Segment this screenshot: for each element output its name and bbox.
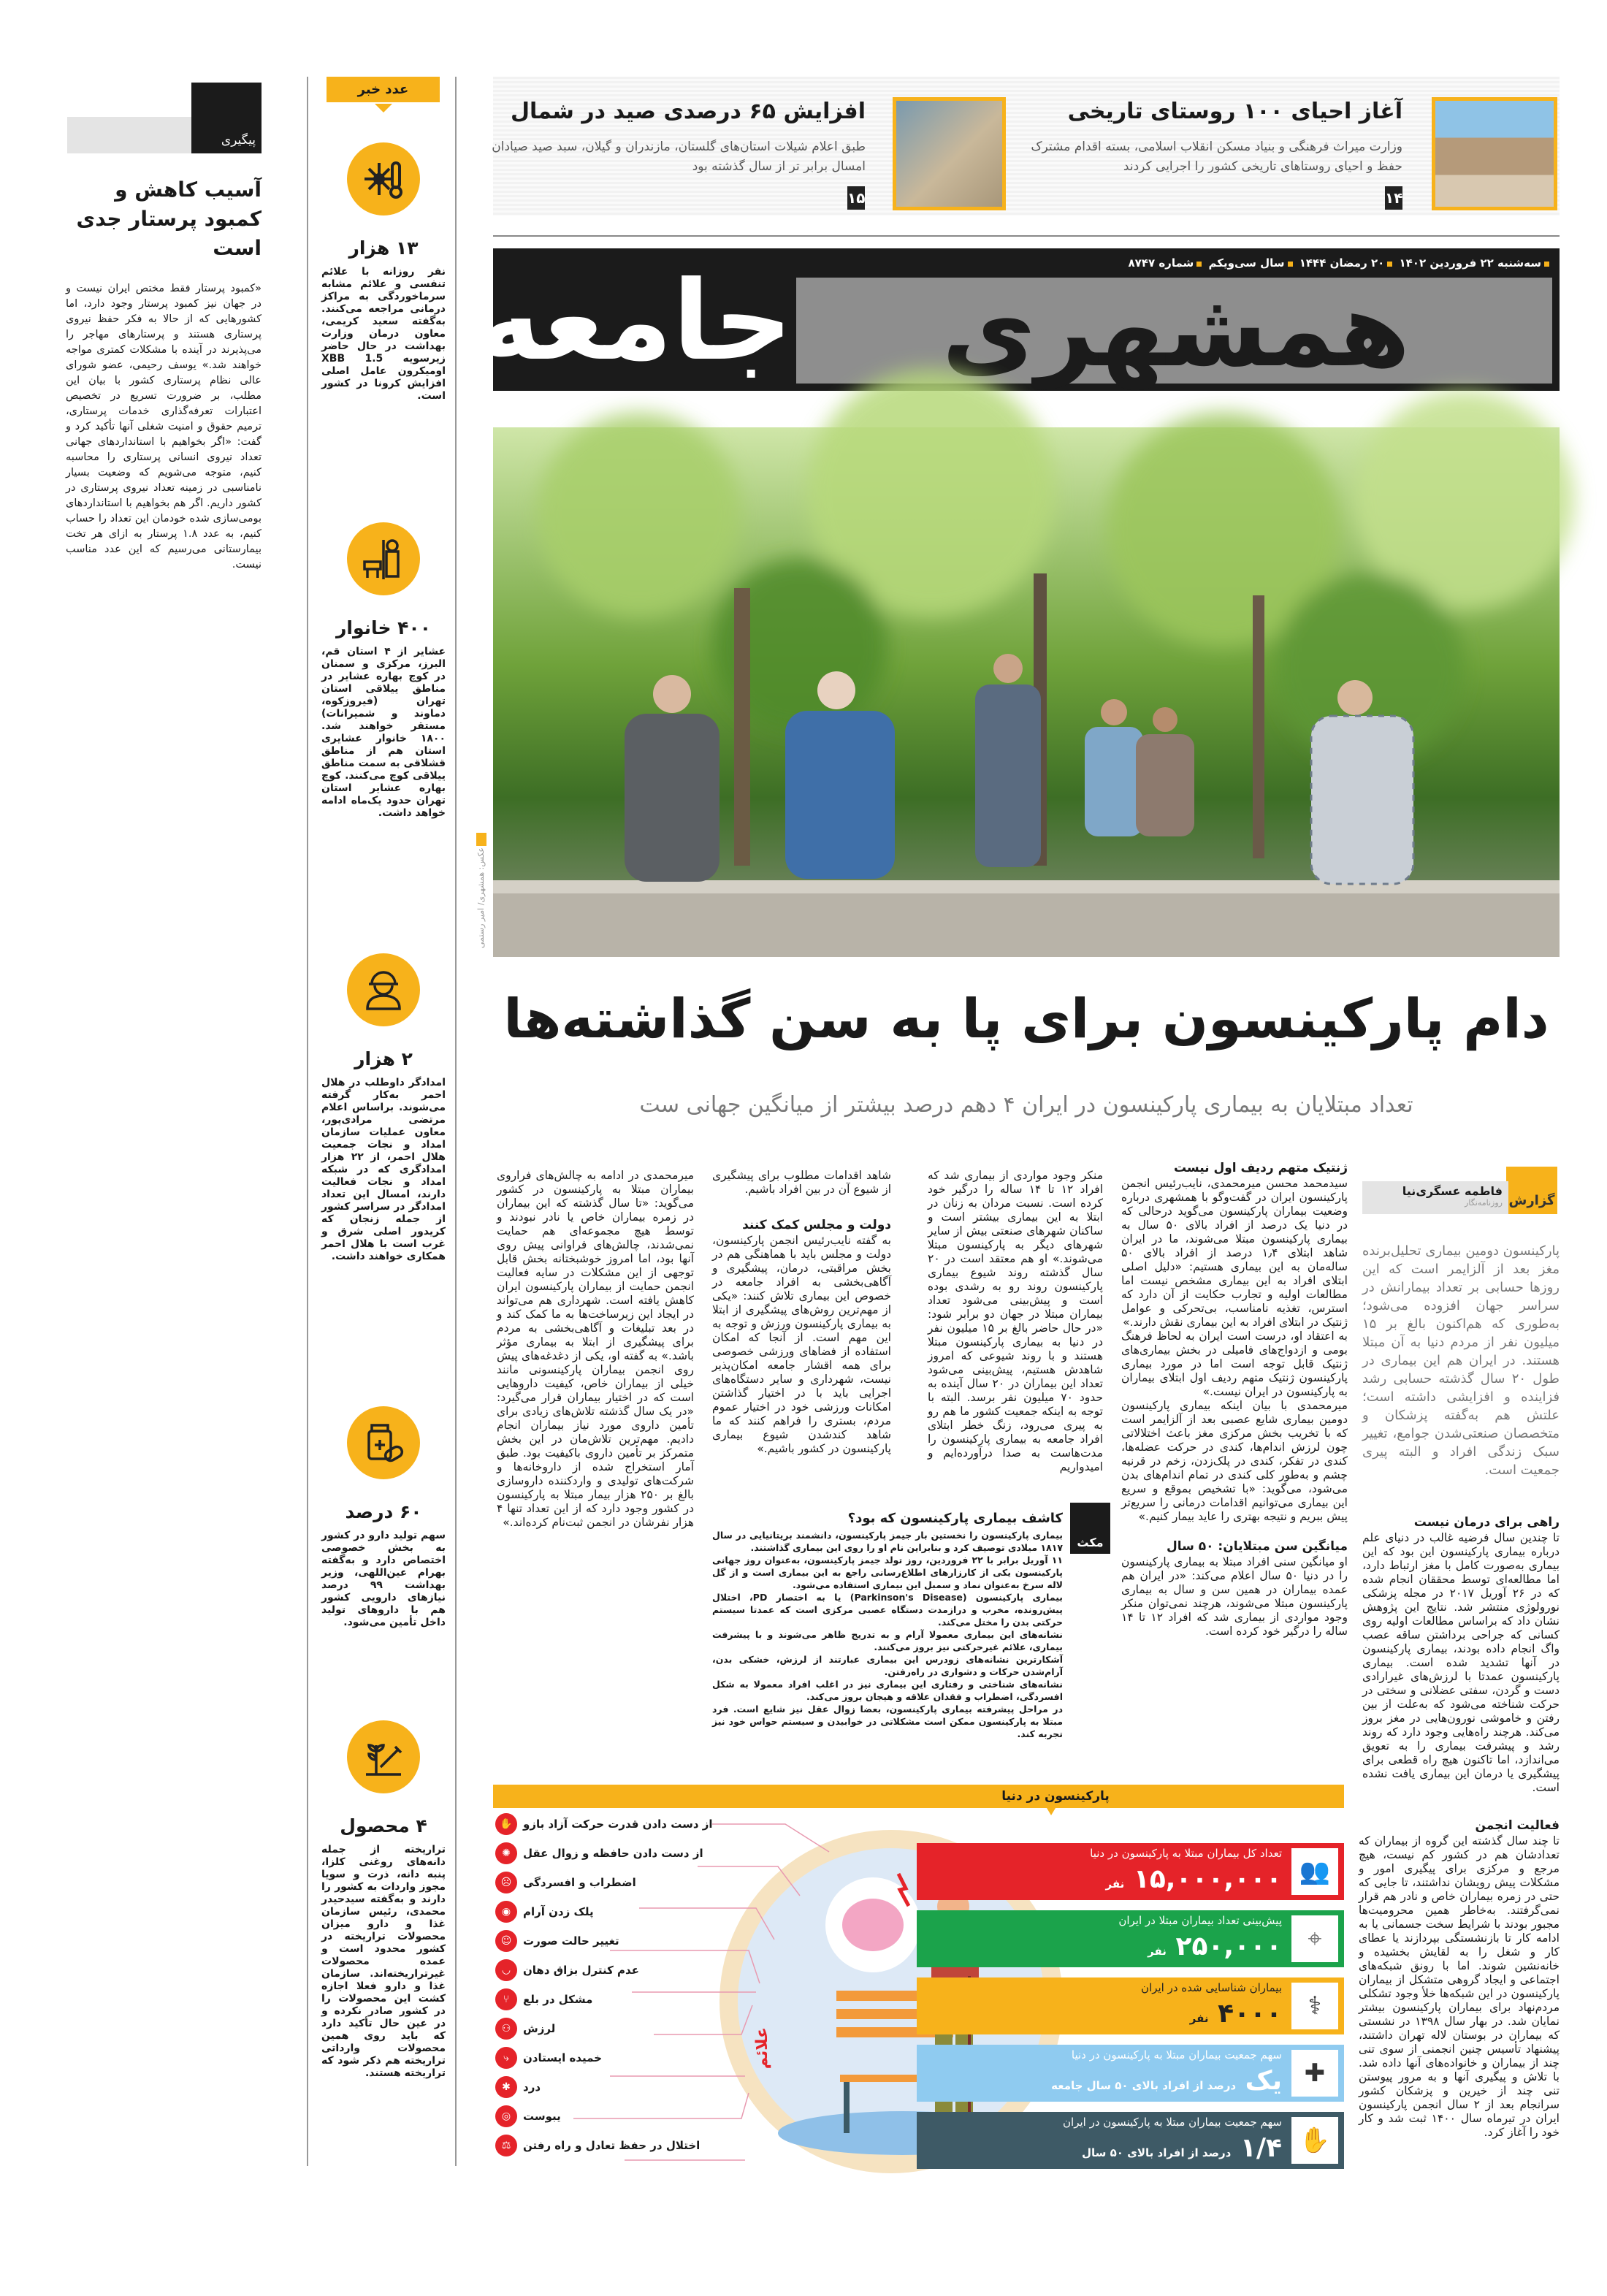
symptom-label: اختلال در حفظ تعادل و راه رفتن bbox=[523, 2139, 701, 2152]
number-value: ۴ محصول bbox=[340, 1815, 427, 1837]
pain-icon: ✱ bbox=[495, 2076, 517, 2098]
teaser-image-villages[interactable] bbox=[1432, 97, 1557, 210]
symptom-label: خمیده ایستادن bbox=[523, 2051, 603, 2064]
stat-card-iran-identified bbox=[917, 1977, 1344, 2034]
newspaper-logo: همشهری bbox=[942, 271, 1411, 390]
news-numbers-tag: عدد خبر bbox=[327, 77, 440, 102]
volume-year: سال سی‌ویکم bbox=[1208, 256, 1285, 270]
symptom-label: پلک زدن آرام bbox=[523, 1905, 594, 1918]
number-item bbox=[321, 953, 446, 1263]
followup-title[interactable]: آسیب کاهش و کمبود پرستار جدی است bbox=[76, 178, 262, 260]
teaser-title[interactable]: آغاز احیای ۱۰۰ روستای تاریخی bbox=[1067, 99, 1402, 124]
article-column-4 bbox=[712, 1169, 891, 1498]
brain-icon: ✺ bbox=[495, 1842, 517, 1864]
stat-card-iran-forecast bbox=[917, 1910, 1344, 1967]
stat-label: پیش‌بینی تعداد بیماران مبتلا در ایران bbox=[1118, 1914, 1282, 1927]
symptom-item bbox=[495, 2135, 700, 2156]
teaser-body: طبق اعلام شیلات استان‌های گلستان، مازندران و گیلان، سبد صید صیادان امسال برابر تر از سال گذشته بود bbox=[492, 140, 866, 174]
masthead bbox=[476, 248, 1560, 391]
paragraph: میرمحمدی در ادامه به چالش‌های فراروی بیماران مبتلا به پارکینسون در کشور می‌گوید: «تا سال گذشته که این بیماران در زمره بیماران خاص یا نادر نبودند و توسط هیچ مجموعه‌ای هم حمایت نمی‌شدند، چالش‌های فراوانی پیش روی آنها بود، اما امروز خوشبختانه بخش قابل توجهی از این مشکلات در سایه فعالیت انجمن حمایت از بیماران پارکینسون ایران کاهش یافته است. شهرداری هم می‌تواند در ایجاد این زیرساخت‌ها به ما کمک کند و در بعد تبلیغات و آگاهی‌بخشی به مردم برای پیشگیری از ابتلا به بیماری مؤثر باشد.» به گفته او، یکی از دغدغه‌های پیش روی انجمن بیماران پارکینسونی مانند خیلی از بیماران خاص، کیفیت داروهایی است که در اختیار بیماران قرار می‌گیرد: «در یک سال گذشته تلاش‌های زیادی برای تأمین داروی مورد نیاز بیماران انجام دادیم. مهم‌ترین تلاش‌مان در این بخش متمرکز بر تأمین داروی باکیفیت بود. طبق آمار استخراج شده از داروخانه‌ها و شرکت‌های تولیدی و واردکننده داروسازی بالغ بر ۲۵۰ هزار بیمار مبتلا به پارکینسون در کشور وجود دارد که از این تعداد تنها ۴ هزار نفرشان در انجمن ثبت‌نام کرده‌اند.» bbox=[497, 1169, 694, 1529]
gmo-plant-syringe-icon bbox=[347, 1720, 420, 1793]
doctor-icon: ⚕ bbox=[1291, 1983, 1338, 2029]
main-photo-park-elderly[interactable] bbox=[493, 427, 1560, 957]
anxiety-icon: ☹ bbox=[495, 1872, 517, 1893]
article-column-2 bbox=[1121, 1162, 1348, 1764]
number-value: ۴۰۰ خانوار bbox=[336, 617, 431, 638]
byline bbox=[1362, 1181, 1508, 1214]
box-paragraph: آشکارترین نشانه‌های زودرس این بیماری عبارتند از لرزش، خشکی بدن، آرام‌شدن حرکات و دشواری در راه‌رفتن. bbox=[712, 1654, 1063, 1677]
patient-plus-icon: ✚ bbox=[1291, 2050, 1338, 2097]
arm-icon: ✋ bbox=[495, 1813, 517, 1835]
symptoms-label: علائم bbox=[753, 2027, 771, 2070]
teaser-body: وزارت میراث فرهنگی و بنیاد مسکن انقلاب اسلامی، بسته اقدام مشترک حفظ و احیای روستاهای تاریخی کشور را اجرایی کردند bbox=[1031, 140, 1402, 174]
paragraph: به گفته نایب‌رئیس انجمن پارکینسون، دولت و مجلس باید با هماهنگی هم در بخش مراقبتی، درمان، پیشگیری و آگاهی‌بخشی به افراد جامعه در خصوص این بیماری تلاش کنند: «یکی از مهم‌ترین روش‌های پیشگیری از ابتلا به بیماری پارکینسون ورزش و توجه به این مهم است. از آنجا که امکان استفاده از فضاهای ورزشی خصوصی برای همه اقشار جامعه امکان‌پذیر نیست، شهرداری و سایر دستگاه‌های اجرایی باید با در اختیار گذاشتن امکانات ورزشی خود در اختیار عموم مردم، بستری را فراهم کنند که ما شاهد کندشدن شیوع بیماری پارکینسون در کشور باشیم.» bbox=[712, 1234, 891, 1455]
face-icon: ☺ bbox=[495, 1930, 517, 1952]
people-group-icon: 👥 bbox=[1291, 1848, 1338, 1895]
number-item bbox=[321, 1406, 446, 1629]
stat-value: یک درصد از افراد بالای ۵۰ سال جامعه bbox=[1051, 2066, 1282, 2096]
symptom-item bbox=[495, 1959, 639, 1981]
author-role: روزنامه‌نگار bbox=[1465, 1198, 1503, 1208]
paragraph: منکر وجود مواردی از بیماری شد که افراد ۱۲ تا ۱۴ ساله را درگیر خود کرده است. نسبت مردان به زنان در ابتلا به این بیماری بیشتر است و ساکنان شهرهای صنعتی بیش از سایر شهرهای دیگر به پارکینسون مبتلا می‌شوند.» او هم معتقد است در ۲۰ سال گذشته روند شیوع بیماری پارکینسون روند رو به رشدی بوده است و پیش‌بینی می‌شود تعداد بیماران مبتلا در جهان دو برابر شود: «در حال حاضر بالغ بر ۱۵ میلیون نفر در دنیا به بیماری پارکینسون مبتلا هستند و با روند شیوعی که امروز شاهدش هستیم، پیش‌بینی می‌شود تعداد این بیماران در ۲۰ سال آینده به حدود ۷۰ میلیون نفر برسد. البته با توجه به اینکه جمعیت کشور ما هم رو به پیری می‌رود، زنگ خطر ابتلای افراد جامعه به بیماری پارکینسون را مدت‌هاست به صدا درآورده‌ایم و امیدواریم bbox=[928, 1169, 1104, 1473]
author-name: فاطمه عسگری‌نیا bbox=[1402, 1184, 1503, 1198]
section-title: جامعه bbox=[476, 258, 793, 385]
symptom-item bbox=[495, 1872, 636, 1893]
stat-label: سهم جمعیت بیماران مبتلا به پارکینسون در ایران bbox=[1063, 2116, 1282, 2129]
cutlery-icon: ⑂ bbox=[495, 1988, 517, 2010]
paragraph: شاهد اقدامات مطلوب برای پیشگیری از شیوع آن در بین افراد باشیم. bbox=[712, 1169, 891, 1196]
balance-icon: ⚖ bbox=[495, 2135, 517, 2156]
symptom-item bbox=[495, 2018, 555, 2040]
symptom-item bbox=[495, 1930, 619, 1952]
symptom-label: عدم کنترل بزاق دهان bbox=[523, 1964, 639, 1977]
stat-card-world-share bbox=[917, 2045, 1344, 2102]
stooped-posture-icon: ⤷ bbox=[495, 2047, 517, 2069]
box-paragraph: بیماری پارکینسون را نخستین بار جیمز پارکینسون، دانشمند بریتانیایی در سال ۱۸۱۷ میلادی توصیف کرد و بنابراین نام او را روی این بیماری گذاشتند. bbox=[712, 1530, 1063, 1553]
symptom-label: لرزش bbox=[523, 2022, 556, 2035]
symptom-item bbox=[495, 1842, 703, 1864]
paragraph: او میانگین سنی افراد مبتلا به بیماری پارکینسون را در دنیا ۵۰ سال اعلام می‌کند: «در ایران هم عمده بیماران در همین سن و سال به بیماری پارکینسون مبتلا می‌شوند، هرچند نمی‌توان منکر وجود مواردی از بیماری شد که افراد ۱۲ تا ۱۴ ساله را درگیر خود کرده است. bbox=[1121, 1555, 1348, 1638]
sub-headline: تعداد مبتلایان به بیماری پارکینسون در ایران ۴ دهم درصد بیشتر از میانگین جهانی ست bbox=[639, 1092, 1413, 1118]
stat-value: ۱۵,۰۰۰,۰۰۰ نفر bbox=[1105, 1864, 1282, 1894]
symptom-item bbox=[495, 1813, 713, 1835]
stat-value: ۲۵۰,۰۰۰ نفر bbox=[1148, 1931, 1282, 1961]
box-paragraph: بیماری پارکینسون (Parkinson's Disease) یا به اختصار PD، اختلال پیش‌رونده، مخرب و درازمدت دستگاه عصبی مرکزی است که عمدتا سیستم حرکتی بدن را مختل می‌کند. bbox=[712, 1592, 1063, 1628]
symptom-item bbox=[495, 2105, 561, 2127]
followup-tag-background bbox=[67, 117, 191, 153]
paragraph: تا چند سال گذشته این گروه از بیماران که تعدادشان هم در کشور کم نیست، هیچ مرجع و مرکزی برای پیگیری امور و مشکلات پیش رویشان نداشتند، تا جایی که حتی در زمره بیماران خاص و نادر هم قرار نمی‌گرفتند. به‌خاطر همین محرومیت‌ها مجبور بودند با شرایط سخت جسمانی یا به ادامه کار تا بازنشستگی بپردازند یا عطای کار و شغل را به لقایش بخشیده و خانه‌نشین شوند. اما با رونق شبکه‌های اجتماعی و ایجاد گروهی متشکل از بیماران پارکینسون در این شبکه‌ها خلأ وجود تشکلی مردم‌نهاد برای بیماران پارکینسون بیشتر نمایان شد. در بهار سال ۱۳۹۸ در نشستی که بیماران در بوستان لاله تهران داشتند، پیشنهاد تأسیس چنین انجمنی از سوی تنی چند از بیماران و خانواده‌های آنها داده شد. با تلاش و پیگیری آنها و به مرور پیوستن تنی چند از خیرین و پزشکان کشور سرانجام بعد از ۲ سال انجمن پارکینسون ایران در تیرماه سال ۱۴۰۰ ثبت شد و کار خود را آغاز کرد. bbox=[1359, 1834, 1560, 2139]
followup-body: «کمبود پرستار فقط مختص ایران نیست و در جهان نیز کمبود پرستار وجود دارد، اما کشورهایی که از حالا به فکر حفظ نیروی پرستاری هستند و پرستارهای مهاجر را می‌پذیرند در آینده با مشکلات کمتری مواجه خواهند شد.» یوسف رحیمی، عضو شورای عالی نظام پرستاری کشور با بیان این مطلب، بر ضرورت تسریع در تخصیص اعتبارات تعرفه‌گذاری خدمات پرستاری، ترمیم حقوق و امنیت شغلی آنها تأکید کرد و گفت: «اگر بخواهیم با استانداردهای جهانی تعداد نیروی انسانی پرستاری را محاسبه کنیم، متوجه می‌شویم که وضعیت بسیار نامناسبی در زمینه تعداد نیروی پرستاری در کشور داریم. اگر هم بخواهیم با استانداردهای بومی‌سازی شده خودمان این تعداد را حساب کنیم، به عدد ۱.۸ پرستار به ازای هر تخت بیمارستانی می‌رسیم که این عدد مناسب نیست. bbox=[66, 283, 262, 571]
article-column-1 bbox=[1362, 1242, 1560, 1794]
news-numbers-column bbox=[307, 77, 457, 2166]
symptom-item bbox=[495, 1901, 594, 1923]
infographic-title: پارکینسون در دنیا bbox=[1001, 1789, 1110, 1804]
number-description: امدادگر داوطلب در هلال احمر به‌کار گرفته می‌شوند. براساس اعلام مرتضی مرادی‌پور، معاون عملیات سازمان امداد و نجات جمعیت هلال احمر، از ۲۲ هزار امدادگری که در شبکه امداد و نجات فعالیت دارند، امسال این تعداد امدادگر در سراسر کشور از جمله زنجان که کریدور اصلی شرق و غرب است با هلال احمر همکاری خواهند داشت. bbox=[321, 1077, 446, 1262]
number-item bbox=[321, 1720, 446, 2080]
followup-tag: پیگیری bbox=[191, 83, 262, 153]
stat-label: بیماران شناسایی شده در ایران bbox=[1141, 1981, 1282, 1994]
paragraph: سیدمحمد محسن میرمحمدی، نایب‌رئیس انجمن پارکینسون ایران در گفت‌وگو با همشهری درباره وضعیت بیماران پارکینسون می‌گوید درحالی که در دنیا یک درصد از افراد بالای ۵۰ سال به بیماری پارکینسون مبتلا می‌شوند، ما در ایران شاهد ابتلای ۱٫۴ درصد از افراد بالای ۵۰ ساله‌مان به این بیماری هستیم: «دلیل اصلی ابتلای افراد به این بیماری مشخص نیست اما مطالعات اولیه و تجارب حکایت از آن دارد که استرس، تغذیه نامناسب، بی‌تحرکی و عوامل ژنتیک در ابتلای افراد به این بیماری نقش دارند.» bbox=[1121, 1177, 1348, 1329]
stat-label: تعداد کل بیماران مبتلا به پارکینسون در دنیا bbox=[1090, 1847, 1282, 1860]
stat-value: ۴۰۰۰ نفر bbox=[1189, 1999, 1282, 2029]
teaser-title[interactable]: افزایش ۶۵ درصدی صید در شمال bbox=[510, 99, 866, 124]
section-heading: فعالیت انجمن bbox=[1475, 1818, 1560, 1833]
article-column-1-continued bbox=[1359, 1819, 1560, 2166]
number-description: سهم تولید دارو در کشور به بخش خصوصی اختصاص دارد و به‌گفته بهرام عین‌اللهی، وزیر بهداشت ۹۹ درصد نیازهای دارویی کشور هم با داروهای تولید داخل تأمین می‌شود. bbox=[321, 1530, 446, 1628]
rescuer-helmet-icon bbox=[347, 953, 420, 1026]
article-intro: پارکینسون دومین بیماری تحلیل‌برنده مغز بعد از آلزایمر است که این روزها حسابی بر تعداد بیمارانش در سراسر جهان افزوده می‌شود؛ به‌طوری که هم‌اکنون بالغ بر ۱۵ میلیون نفر از مردم دنیا به آن مبتلا هستند. در ایران هم این بیماری در طول ۲۰ سال گذشته حسابی رشد فزاینده و افزایشی داشته است؛ علتش هم به‌گفته پزشکان و متخصصان صنعتی‌شدن جوامع، تغییر سبک زندگی افراد و البته پیری جمعیت است. bbox=[1362, 1243, 1560, 1478]
box-paragraph: نشانه‌های این بیماری معمولا آرام و به تدریج ظاهر می‌شوند و با پیشرفت بیماری، علائم غیرحرکتی نیز بروز می‌کنند. bbox=[712, 1629, 1063, 1652]
medicine-bottle-icon bbox=[347, 1406, 420, 1479]
symptom-label: از دست دادن حافظه و زوال عقل bbox=[523, 1847, 703, 1860]
box-paragraph: ۱۱ آوریل برابر با ۲۲ فروردین، روز تولد جیمز پارکینسون، به‌عنوان روز جهانی پارکینسون یکی از کارزارهای اطلاع‌رسانی راجع به این بیماری است و از گل لاله سرخ به‌عنوان نماد و سمبل این بیماری استفاده می‌شود. bbox=[712, 1555, 1063, 1590]
report-tag: گزارش bbox=[1506, 1167, 1557, 1214]
issue-date-line bbox=[1128, 256, 1552, 270]
number-value: ۶۰ درصد bbox=[345, 1501, 422, 1522]
issue-date: سه‌شنبه ۲۲ فروردین ۱۴۰۲ bbox=[1399, 256, 1541, 270]
number-value: ۱۳ هزار bbox=[348, 237, 419, 259]
issue-number: شماره ۸۷۴۷ bbox=[1128, 256, 1194, 270]
number-description: نفر روزانه با علائم تنفسی و علائم مشابه سرماخوردگی به مراکز درمانی مراجعه می‌کنند. به‌گفته سعید کریمی، معاون درمان وزارت بهداشت در حال حاضر زیرسویه XBB 1.5 اومیکرون عامل اصلی افزایش کرونا در کشور است. bbox=[321, 266, 446, 402]
stat-label: سهم جمعیت بیماران مبتلا به پارکینسون در دنیا bbox=[1071, 2048, 1282, 2062]
paragraph: به اعتقاد او، درست است ایران به لحاظ فرهنگ بومی و ازدواج‌های فامیلی در بخش بیماری‌های ژنتیک قابل توجه است اما در مورد بیماری پارکینسون ژنتیک متهم ردیف اول ابتلای بیماران به پارکینسون در ایران نیست.» bbox=[1121, 1330, 1348, 1398]
symptom-label: یبوست bbox=[523, 2110, 561, 2123]
stat-card-world-total bbox=[917, 1843, 1344, 1900]
box-title: کاشف بیماری پارکینسون که بود؟ bbox=[847, 1511, 1063, 1526]
section-heading: میانگین سن مبتلایان: ۵۰ سال bbox=[1166, 1539, 1348, 1554]
infographic-header-bar bbox=[493, 1785, 1344, 1808]
symptom-label: از دست دادن قدرت حرکت آزاد بازو bbox=[523, 1818, 713, 1831]
paragraph: تا چندین سال فرضیه غالب در دنیای علم درباره بیماری پارکینسون این بود که این بیماری به‌صورت کامل با مغز ارتباط دارد، اما مطالعه‌ای توسط محققان انجام شده که در ۲۶ آوریل ۲۰۱۷ در مجله پزشکی نورولوژی منتشر شد. نتایج این پژوهش نشان داد که براساس مطالعات اولیه روی کسانی که جراحی برداشتن ساقه عصب واگ انجام داده بودند، بیماری پارکینسون در آنها تشدید شده است. بیماری پارکینسون عمدتا با لرزش‌های غیرارادی دست و گردن، سفتی عضلانی و سختی در حرکت شناخته می‌شود که به‌علت از بین رفتن و خاموشی نورون‌هایی در مغز بروز می‌کند. هرچند راه‌هایی وجود دارد که روند رشد و پیشرفت بیماری را به تعویق می‌اندازد، اما تاکنون هیچ راه قطعی برای پیشگیری یا درمان این بیماری یافت نشده است. bbox=[1362, 1531, 1560, 1794]
section-heading: ژنتیک متهم ردیف اول نیست bbox=[1173, 1161, 1348, 1175]
number-value: ۲ هزار bbox=[354, 1048, 413, 1069]
symptom-label: تغییر حالت صورت bbox=[523, 1934, 619, 1948]
article-column-5 bbox=[497, 1169, 694, 1761]
number-description: عشایر از ۴ استان قم، البرز، مرکزی و سمنان در کوچ بهاره عشایر در مناطق ییلاقی استان تهران (فیروزکوه، دماوند و شمیرانات) مستقر خواهند شد. ۱۸۰۰ خانوار عشایری استان هم از مناطق قشلاقی به سمت مناطق ییلاقی کوچ می‌کنند. کوچ بهاره عشایر استان تهران حدود یک‌ماه ادامه خواهد داشت. bbox=[321, 646, 446, 819]
shepherd-icon bbox=[347, 522, 420, 595]
number-item bbox=[321, 142, 446, 403]
main-headline[interactable]: دام پارکینسون برای پا به سن گذاشته‌ها bbox=[503, 988, 1549, 1050]
box-tag: مکث bbox=[1070, 1503, 1110, 1554]
photo-credit: عکس: همشهری/ امیر رستمی bbox=[476, 847, 486, 948]
iran-map-icon: ⌖ bbox=[1291, 1915, 1338, 1962]
box-paragraph: در مراحل پیشرفته بیماری پارکینسون، بعضا زوال عقل نیز شایع است. فرد مبتلا به پارکینسون ممکن است مشکلاتی در خوابیدن و سیستم حواس خود نیز تجربه کند. bbox=[712, 1704, 1063, 1739]
brain-icon bbox=[842, 1899, 904, 1951]
photo-credit-marker bbox=[476, 833, 486, 846]
stat-card-iran-share bbox=[917, 2112, 1344, 2169]
symptom-item bbox=[495, 1988, 592, 2010]
page-number[interactable]: ۱۴ bbox=[1385, 186, 1402, 210]
stomach-icon: ◎ bbox=[495, 2105, 517, 2127]
number-item bbox=[321, 522, 446, 820]
symptom-label: درد bbox=[523, 2080, 541, 2094]
article-column-3 bbox=[928, 1169, 1103, 1498]
snowflake-thermometer-icon bbox=[347, 142, 420, 216]
mouth-icon: ◡ bbox=[495, 1959, 517, 1981]
page-number[interactable]: ۱۵ bbox=[847, 186, 865, 210]
hijri-date: ۲۰ رمضان ۱۴۴۴ bbox=[1299, 256, 1385, 270]
symptom-label: مشکل در بلع bbox=[523, 1993, 593, 2006]
stat-value: ۱/۴ درصد از افراد بالای ۵۰ سال bbox=[1081, 2133, 1282, 2163]
eye-icon: ◉ bbox=[495, 1901, 517, 1923]
care-hand-icon: ✋ bbox=[1291, 2117, 1338, 2164]
number-description: تراریخته از جمله دانه‌های روغنی کلزا، پنبه دانه، ذرت و سویا مجوز واردات به کشور را دارند و به‌گفته سیدحیدر محمدی، رئیس سازمان غذا و دارو میزان محصولات تراریخته در کشور محدود است و عمده محصولات غیرتراریخته‌اند. سازمان غذا و دارو فعلا اجازه کشت این محصولات را در کشور صادر نکرده و در عین حال تأکید دارد که باید روی همین محصولات وارداتی تراریخته هم ذکر شود که تراریخته هستند. bbox=[321, 1844, 446, 2079]
divider bbox=[493, 235, 1560, 237]
teaser-image-fishing[interactable] bbox=[893, 97, 1006, 210]
symptom-label: اضطراب و افسردگی bbox=[523, 1876, 636, 1889]
info-box bbox=[712, 1512, 1063, 1761]
box-paragraph: نشانه‌های شناختی و رفتاری این بیماری نیز در اغلب افراد معمولا به شکل افسردگی، اضطراب و فقدان علاقه و هیجان بروز می‌کند. bbox=[712, 1679, 1063, 1702]
tremor-icon: ⚇ bbox=[495, 2018, 517, 2040]
section-heading: دولت و مجلس کمک کنند bbox=[742, 1218, 891, 1232]
paragraph: میرمحمدی با بیان اینکه بیماری پارکینسون دومین بیماری شایع عصبی بعد از آلزایمر است که با تخریب بخش مرکزی مغز باعث اختلالاتی چون لرزش اندام‌ها، کندی در حرکت عضله‌ها، کندی در تفکر، کندی در پلک‌زدن، زخم در قرنیه چشم و به‌طور کلی کندی در تمام اندام‌های بدن می‌شود، می‌گوید: «با تشخیص بموقع و سریع این بیماری می‌توانیم اقدامات درمانی را سریع‌تر پیش ببریم و نتیجه بهتری را عاید بیمار کنیم.» bbox=[1121, 1399, 1348, 1523]
section-heading: راهی برای درمان نیست bbox=[1413, 1515, 1560, 1530]
symptom-item bbox=[495, 2076, 541, 2098]
symptom-item bbox=[495, 2047, 602, 2069]
